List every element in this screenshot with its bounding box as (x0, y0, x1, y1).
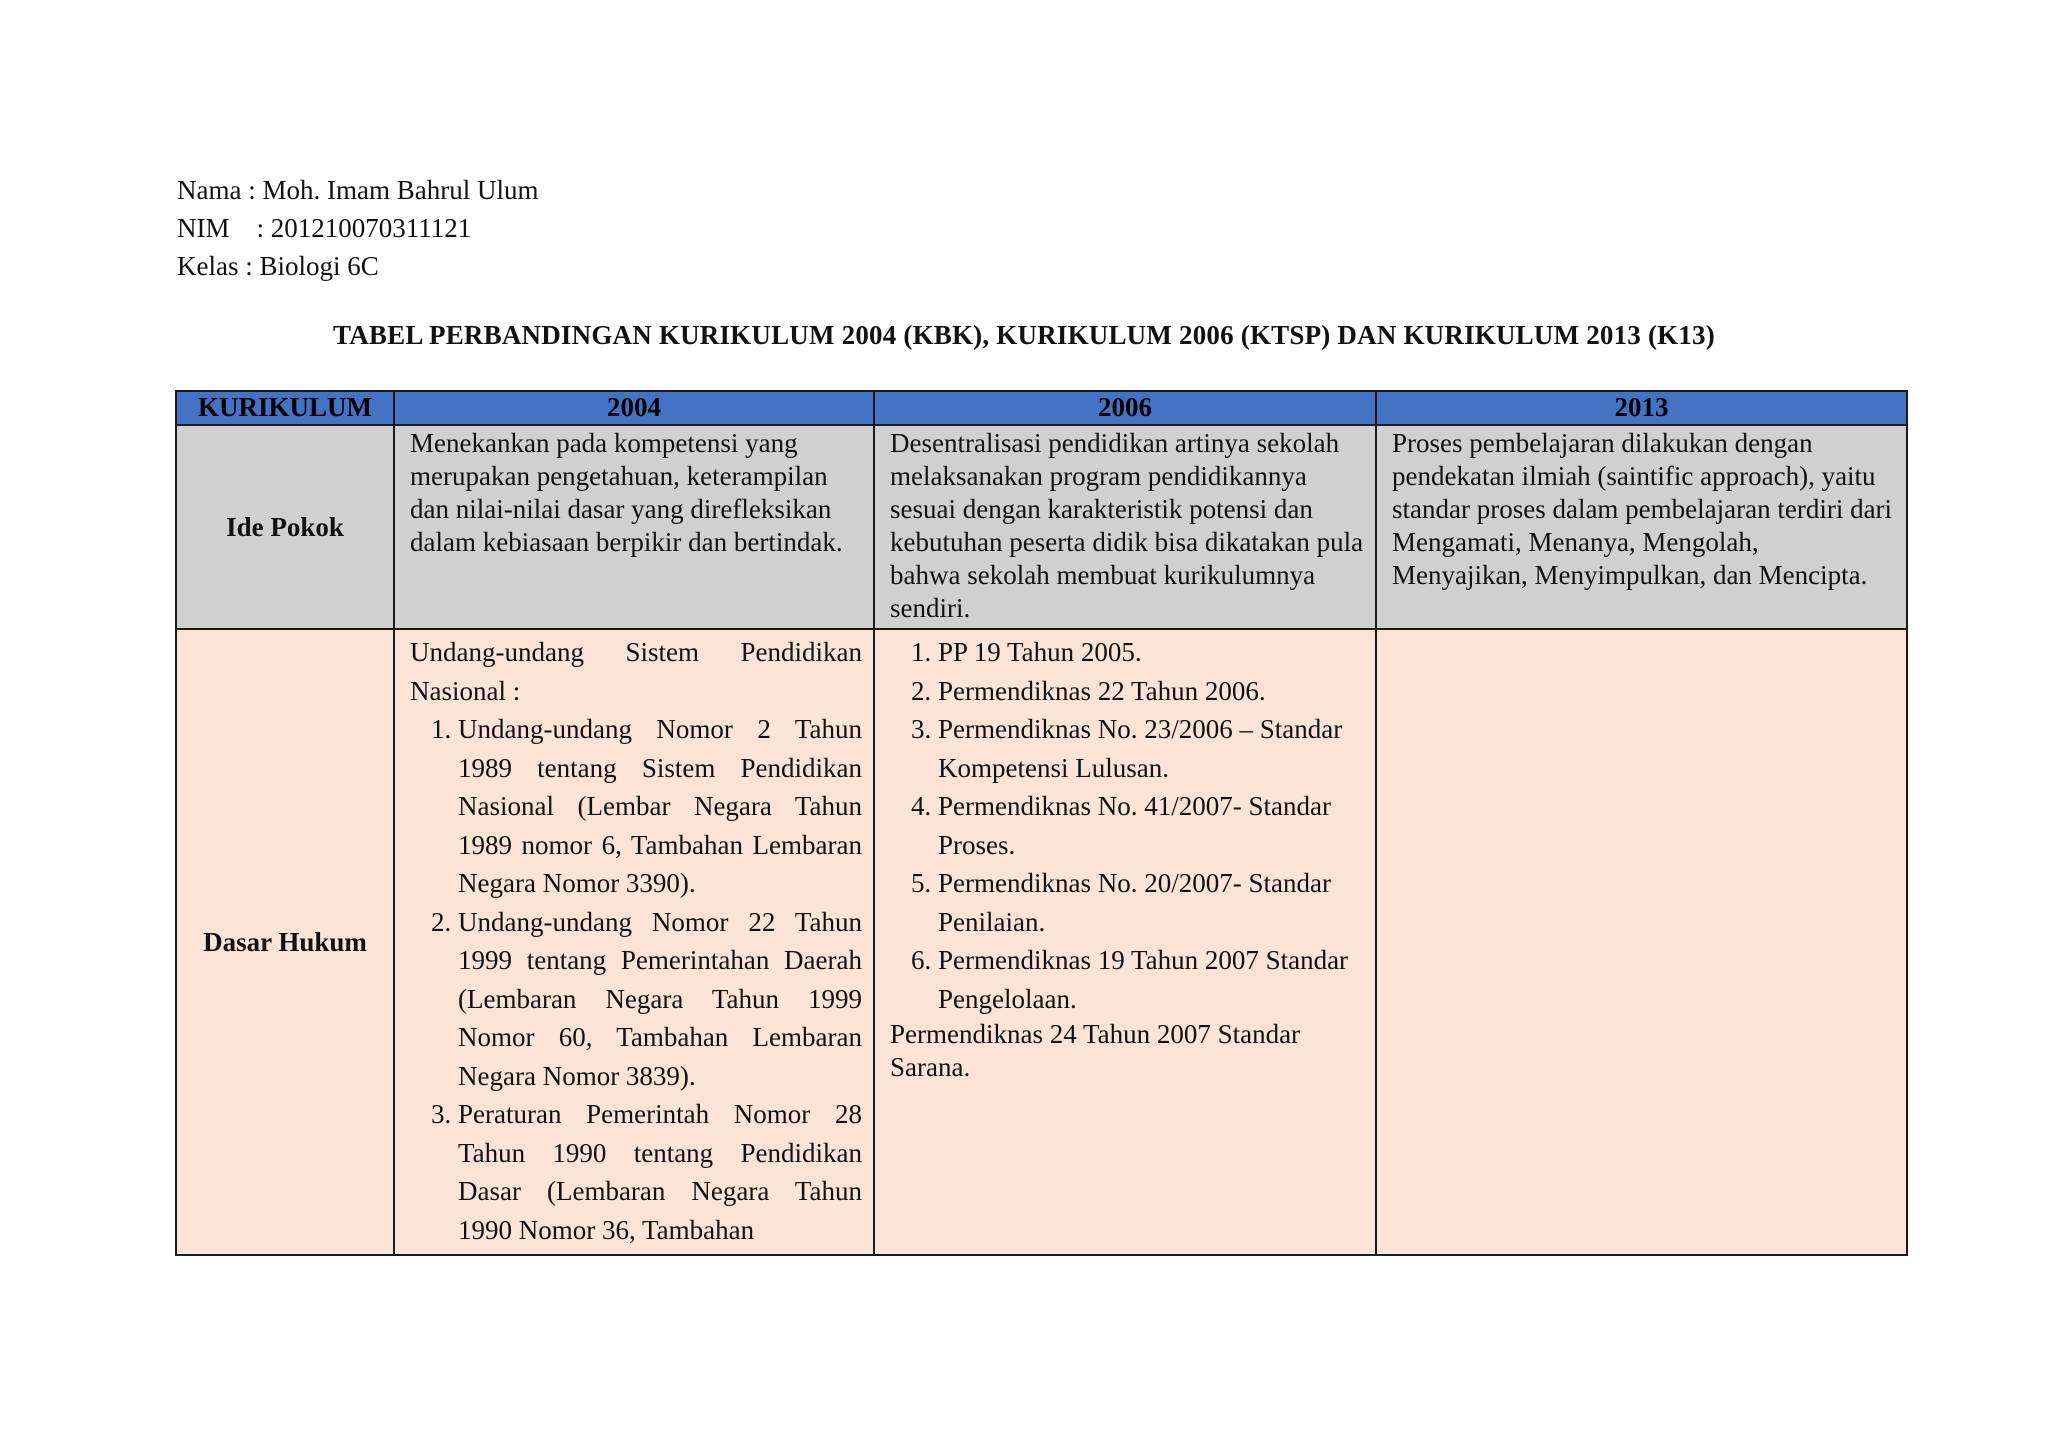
header-2013: 2013 (1376, 391, 1907, 425)
table-header-row (176, 391, 1907, 425)
dasar-hukum-2006-list (890, 633, 1364, 1018)
table-row-ide-pokok (176, 425, 1907, 629)
student-info (177, 171, 538, 285)
dasar-hukum-2006-after: Permendiknas 24 Tahun 2007 Standar Sarana. (890, 1019, 1301, 1082)
cell-ide-pokok-2006: Desentralisasi pendidikan artinya sekolah melaksanakan program pendidikannya sesuai dengan karakteristik potensi dan kebutuhan peserta didik bisa dikatakan pula bahwa sekolah membuat kurikulumnya sendiri. (874, 425, 1376, 629)
list-item: 1. Undang-undang Nomor 2 Tahun 1989 tentang Sistem Pendidikan Nasional (Lembar Negara Tahun 1989 nomor 6, Tambahan Lembaran Negara Nomor 3390). (458, 710, 862, 903)
cell-dasar-hukum-2004 (394, 629, 874, 1255)
list-item: 4. Permendiknas No. 41/2007- Standar Proses. (938, 787, 1364, 864)
list-item: 6. Permendiknas 19 Tahun 2007 Standar Pengelolaan. (938, 941, 1364, 1018)
header-2004: 2004 (394, 391, 874, 425)
dasar-hukum-2004-intro: Undang-undang Sistem Pendidikan Nasional : (410, 637, 862, 706)
list-item: 5. Permendiknas No. 20/2007- Standar Penilaian. (938, 864, 1364, 941)
dasar-hukum-2004-list (410, 710, 862, 1249)
row-label-dasar-hukum: Dasar Hukum (176, 629, 394, 1255)
list-item: 2. Undang-undang Nomor 22 Tahun 1999 tentang Pemerintahan Daerah (Lembaran Negara Tahun 1999 Nomor 60, Tambahan Lembaran Negara Nomor 3839). (458, 903, 862, 1096)
list-item: 1. PP 19 Tahun 2005. (938, 633, 1364, 672)
header-2006: 2006 (874, 391, 1376, 425)
row-label-ide-pokok: Ide Pokok (176, 425, 394, 629)
cell-ide-pokok-2004: Menekankan pada kompetensi yang merupakan pengetahuan, keterampilan dan nilai-nilai dasar yang direfleksikan dalam kebiasaan berpikir dan bertindak. (394, 425, 874, 629)
cell-ide-pokok-2013: Proses pembelajaran dilakukan dengan pendekatan ilmiah (saintific approach), yaitu standar proses dalam pembelajaran terdiri dari Mengamati, Menanya, Mengolah, Menyajikan, Menyimpulkan, dan Mencipta. (1376, 425, 1907, 629)
document-title: TABEL PERBANDINGAN KURIKULUM 2004 (KBK), KURIKULUM 2006 (KTSP) DAN KURIKULUM 2013 (K13) (333, 320, 1715, 350)
list-item: 2. Permendiknas 22 Tahun 2006. (938, 672, 1364, 711)
student-nim: NIM : 201210070311121 (177, 213, 472, 243)
cell-dasar-hukum-2013 (1376, 629, 1907, 1255)
table-row-dasar-hukum (176, 629, 1907, 1255)
comparison-table (175, 390, 1908, 1256)
cell-dasar-hukum-2006 (874, 629, 1376, 1255)
list-item: 3. Peraturan Pemerintah Nomor 28 Tahun 1990 tentang Pendidikan Dasar (Lembaran Negara Tahun 1990 Nomor 36, Tambahan (458, 1095, 862, 1249)
header-kurikulum: KURIKULUM (176, 391, 394, 425)
student-name: Nama : Moh. Imam Bahrul Ulum (177, 175, 539, 205)
list-item: 3. Permendiknas No. 23/2006 – Standar Kompetensi Lulusan. (938, 710, 1364, 787)
student-class: Kelas : Biologi 6C (177, 251, 379, 281)
